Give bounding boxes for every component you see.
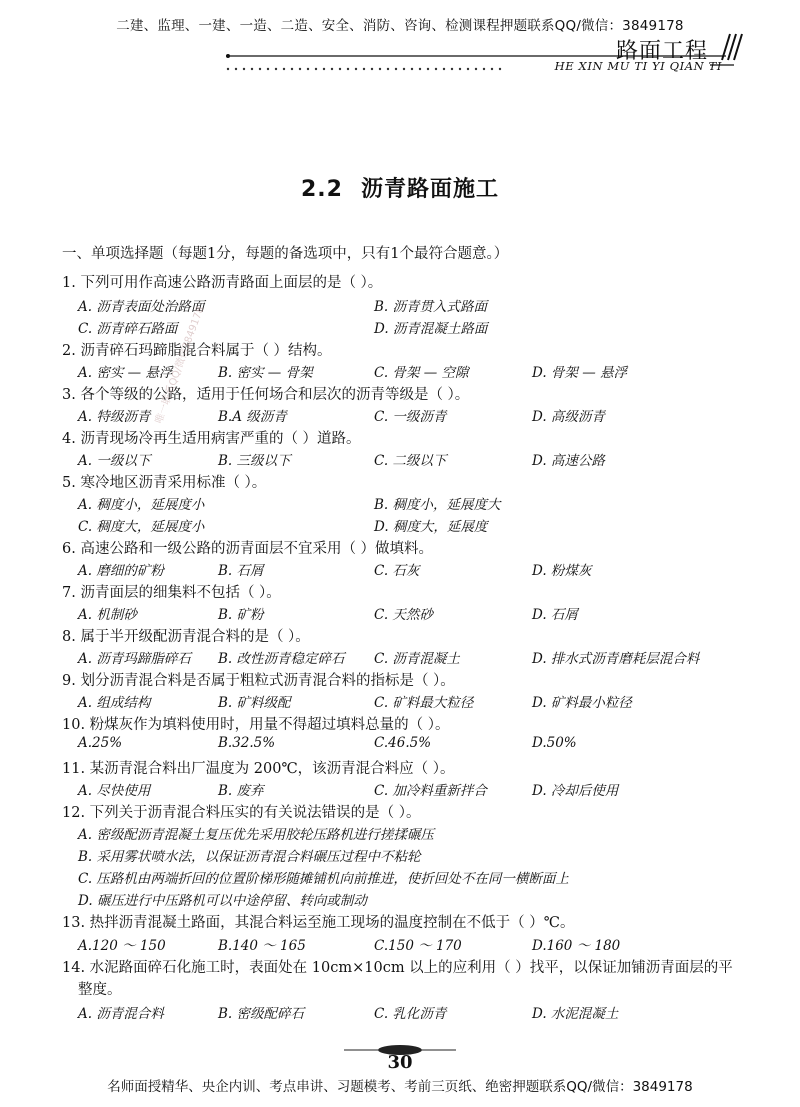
question-option: C.46.5%	[374, 735, 432, 751]
question-stem: 6. 高速公路和一级公路的沥青面层不宜采用（ ）做填料。	[62, 541, 434, 557]
section-number: 2.2	[301, 177, 343, 202]
question-option: D.50%	[532, 735, 577, 751]
section-pinyin: HE XIN MU TI YI QIAN TI	[554, 59, 722, 73]
header-rule	[226, 54, 726, 58]
question-stem: 3. 各个等级的公路，适用于任何场合和层次的沥青等级是（ ）。	[62, 387, 470, 403]
section-title: 沥青路面施工	[360, 177, 499, 202]
question-option: B. 改性沥青稳定碎石	[218, 651, 345, 667]
question-option: C. 石灰	[374, 563, 420, 579]
question-option: C. 沥青混凝土	[374, 651, 460, 667]
question-option: C. 加冷料重新拌合	[374, 783, 487, 799]
question-stem-continuation: 整度。	[78, 982, 122, 998]
question-option: B. 矿料级配	[218, 695, 291, 711]
question-option: B.A 级沥青	[218, 409, 287, 425]
question-stem: 7. 沥青面层的细集料不包括（ ）。	[62, 585, 281, 601]
question-option: B. 密实 — 骨架	[218, 365, 313, 381]
question-option: B. 采用雾状喷水法，以保证沥青混合料碾压过程中不粘轮	[78, 849, 421, 865]
question-option: A. 密级配沥青混凝土复压优先采用胶轮压路机进行搓揉碾压	[78, 827, 434, 843]
question-stem: 5. 寒冷地区沥青采用标准（ ）。	[62, 475, 267, 491]
question-option: B. 密级配碎石	[218, 1006, 305, 1022]
question-option: C. 二级以下	[374, 453, 447, 469]
question-option: D. 骨架 — 悬浮	[532, 365, 628, 381]
question-option: D. 碾压进行中压路机可以中途停留、转向或制动	[78, 893, 367, 909]
question-option: D. 水泥混凝土	[532, 1006, 619, 1022]
question-option: D. 排水式沥青磨耗层混合料	[532, 651, 700, 667]
question-option: C. 矿料最大粒径	[374, 695, 474, 711]
question-option: A. 组成结构	[78, 695, 151, 711]
pinyin-dash-decoration	[710, 62, 734, 68]
question-option: C. 沥青碎石路面	[78, 321, 178, 337]
question-stem: 12. 下列关于沥青混合料压实的有关说法错误的是（ ）。	[62, 805, 421, 821]
question-stem: 13. 热拌沥青混凝土路面，其混合料运至施工现场的温度控制在不低于（ ）℃。	[62, 915, 575, 931]
question-option: B.32.5%	[218, 735, 276, 751]
question-stem: 9. 划分沥青混合料是否属于粗粒式沥青混合料的指标是（ ）。	[62, 673, 455, 689]
question-option: A.25%	[78, 735, 123, 751]
question-stem: 4. 沥青现场冷再生适用病害严重的（ ）道路。	[62, 431, 361, 447]
question-option: B. 沥青贯入式路面	[374, 299, 488, 315]
question-option: D.160 ～ 180	[532, 938, 621, 954]
question-option: D. 稠度大，延展度	[374, 519, 488, 535]
question-option: B. 稠度小，延展度大	[374, 497, 501, 513]
question-option: B. 三级以下	[218, 453, 291, 469]
question-option: C. 骨架 — 空隙	[374, 365, 469, 381]
question-option: D. 石屑	[532, 607, 578, 623]
question-option: A. 磨细的矿粉	[78, 563, 164, 579]
question-option: C. 天然砂	[374, 607, 433, 623]
question-option: A. 尽快使用	[78, 783, 151, 799]
question-stem: 14. 水泥路面碎石化施工时，表面处在 10cm×10cm 以上的应利用（ ）找平，以保证加铺沥青面层的平	[62, 960, 733, 976]
question-option: A.120 ～ 150	[78, 938, 166, 954]
question-option: A. 沥青混合料	[78, 1006, 164, 1022]
question-stem: 2. 沥青碎石玛蹄脂混合料属于（ ）结构。	[62, 343, 332, 359]
page-number: 30	[387, 1052, 413, 1073]
question-stem: 8. 属于半开级配沥青混合料的是（ ）。	[62, 629, 310, 645]
dotted-line-decoration	[224, 66, 504, 72]
question-option: A. 一级以下	[78, 453, 151, 469]
question-option: D. 冷却后使用	[532, 783, 619, 799]
watermark: 唯一联系QQ/微信3849178	[153, 305, 207, 426]
question-option: C. 压路机由两端折回的位置阶梯形随摊铺机向前推进，使折回处不在同一横断面上	[78, 871, 569, 887]
question-stem: 10. 粉煤灰作为填料使用时，用量不得超过填料总量的（ ）。	[62, 717, 450, 733]
question-option: B.140 ～ 165	[218, 938, 306, 954]
question-option: B. 废弃	[218, 783, 264, 799]
question-option: A. 沥青表面处治路面	[78, 299, 205, 315]
question-option: A. 沥青玛蹄脂碎石	[78, 651, 191, 667]
top-banner: 二建、监理、一建、一造、二造、安全、消防、咨询、检测课程押题联系QQ/微信：3849178	[116, 18, 684, 34]
question-option: A. 密实 — 悬浮	[78, 365, 173, 381]
bottom-banner: 名师面授精华、央企内训、考点串讲、习题模考、考前三页纸、绝密押题联系QQ/微信：3849178	[107, 1079, 693, 1095]
question-option: C. 稠度大，延展度小	[78, 519, 205, 535]
question-stem: 1. 下列可用作高速公路沥青路面上面层的是（ ）。	[62, 275, 383, 291]
question-option: C.150 ～ 170	[374, 938, 462, 954]
question-option: D. 高级沥青	[532, 409, 605, 425]
question-option: D. 粉煤灰	[532, 563, 592, 579]
question-option: A. 机制砂	[78, 607, 137, 623]
question-option: C. 一级沥青	[374, 409, 447, 425]
question-option: B. 矿粉	[218, 607, 264, 623]
question-option: D. 沥青混凝土路面	[374, 321, 488, 337]
question-option: B. 石屑	[218, 563, 264, 579]
page-title	[0, 172, 800, 203]
section-label: 路面工程	[615, 39, 708, 64]
question-option: D. 高速公路	[532, 453, 605, 469]
question-stem: 11. 某沥青混合料出厂温度为 200℃，该沥青混合料应（ ）。	[62, 761, 455, 777]
question-option: D. 矿料最小粒径	[532, 695, 632, 711]
question-option: A. 稠度小，延展度小	[78, 497, 205, 513]
question-option: A. 特级沥青	[78, 409, 151, 425]
section-heading: 一、单项选择题（每题1分，每题的备选项中，只有1个最符合题意。）	[62, 246, 509, 262]
question-option: C. 乳化沥青	[374, 1006, 447, 1022]
